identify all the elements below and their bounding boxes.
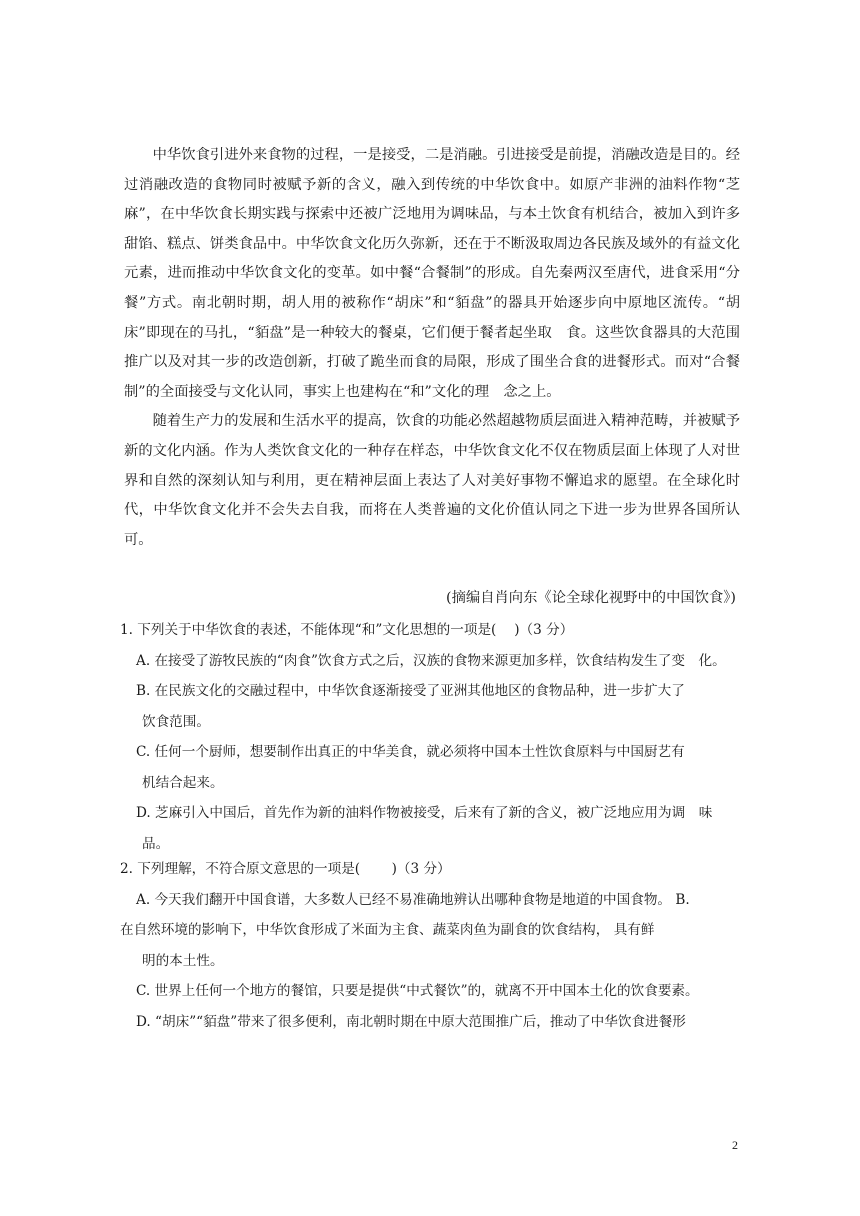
option-text-continued: 饮食范围。 bbox=[142, 713, 210, 730]
question-2-stem: 2. 下列理解，不符合原文意思的一项是( )（3 分） bbox=[120, 861, 451, 877]
option-text: D. 芝麻引入中国后，首先作为新的油料作物被接受，后来有了新的含义，被广泛地应用为调 味 bbox=[136, 805, 713, 821]
question-2-option-d bbox=[136, 1007, 740, 1038]
passage-paragraph-1: 中华饮食引进外来食物的过程，一是接受，二是消融。引进接受是前提，消融改造是目的。经过消融改造的食物同时被赋予新的含义，融入到传统的中华饮食中。如原产非洲的油料作物“芝麻”，在中华饮食长期实践与探索中还被广泛地用为调味品，与本土饮食有机结合，被加入到许多甜馅、糕点、饼类食品中。中华饮食文化历久弥新，还在于不断汲取周边各民族及域外的有益文化元素，进而推动中华饮食文化的变革。如中餐“合餐制”的形成。自先秦两汉至唐代，进食采用“分餐”方式。南北朝时期，胡人用的被称作“胡床”和“貊盘”的器具开始逐步向中原地区流传。“胡床”即现在的马扎，“貊盘”是一种较大的餐桌，它们便于餐者起坐取 食。这些饮食器具的大范围推广以及对其一步的改造创新，打破了跪坐而食的局限，形成了围坐合食的进餐形式。而对“合餐制”的全面接受与文化认同，事实上也建构在“和”文化的理 念之上。 bbox=[124, 147, 740, 400]
option-text: 在自然环境的影响下，中华饮食形成了米面为主食、蔬菜肉鱼为副食的饮食结构， 具有鲜 bbox=[120, 922, 655, 938]
reading-passage bbox=[124, 141, 740, 555]
option-text: B. 在民族文化的交融过程中，中华饮食逐渐接受了亚洲其他地区的食物品种，进一步扩大了 bbox=[136, 683, 685, 699]
option-text: A. 在接受了游牧民族的“肉食”饮食方式之后，汉族的食物来源更加多样，饮食结构发生了变 化。 bbox=[136, 652, 726, 669]
question-2-option-b bbox=[120, 915, 740, 976]
question-1-stem: 1. 下列关于中华饮食的表述，不能体现“和”文化思想的一项是( )（3 分） bbox=[120, 622, 574, 638]
option-text-continued: 机结合起来。 bbox=[142, 774, 224, 791]
option-text: C. 任何一个厨师，想要制作出真正的中华美食，就必须将中国本土性饮食原料与中国厨艺有 bbox=[136, 744, 685, 760]
option-text: D. “胡床”“貊盘”带来了很多便利，南北朝时期在中原大范围推广后，推动了中华饮食进餐形 bbox=[136, 1013, 686, 1030]
option-text-continued: 明的本土性。 bbox=[142, 952, 224, 969]
question-1-option-a bbox=[136, 646, 740, 677]
question-2-option-c bbox=[136, 976, 740, 1007]
passage-paragraph-2: 随着生产力的发展和生活水平的提高，饮食的功能必然超越物质层面进入精神范畴，并被赋予新的文化内涵。作为人类饮食文化的一种存在样态，中华饮食文化不仅在物质层面上体现了人对世界和自然的深刻认知与利用，更在精神层面上表达了人对美好事物不懈追求的愿望。在全球化时代，中华饮食文化并不会失去自我，而将在人类普遍的文化价值认同之下进一步为世界各国所认可。 bbox=[124, 413, 740, 548]
question-1-option-c bbox=[136, 737, 740, 798]
page-number: 2 bbox=[732, 1138, 738, 1152]
option-text: A. 今天我们翻开中国食谱，大多数人已经不易准确地辨认出哪种食物是地道的中国食物。 B. bbox=[136, 891, 690, 908]
passage-source: (摘编自肖向东《论全球化视野中的中国饮食》) bbox=[446, 590, 736, 606]
question-1-option-b bbox=[136, 676, 740, 737]
option-text-continued: 品。 bbox=[142, 835, 170, 852]
question-1-option-d bbox=[136, 798, 740, 859]
question-2 bbox=[120, 854, 740, 1037]
question-2-option-a bbox=[136, 885, 740, 916]
option-text: C. 世界上任何一个地方的餐馆，只要是提供“中式餐饮”的，就离不开中国本土化的饮食要素。 bbox=[136, 983, 699, 999]
question-1 bbox=[120, 615, 740, 859]
